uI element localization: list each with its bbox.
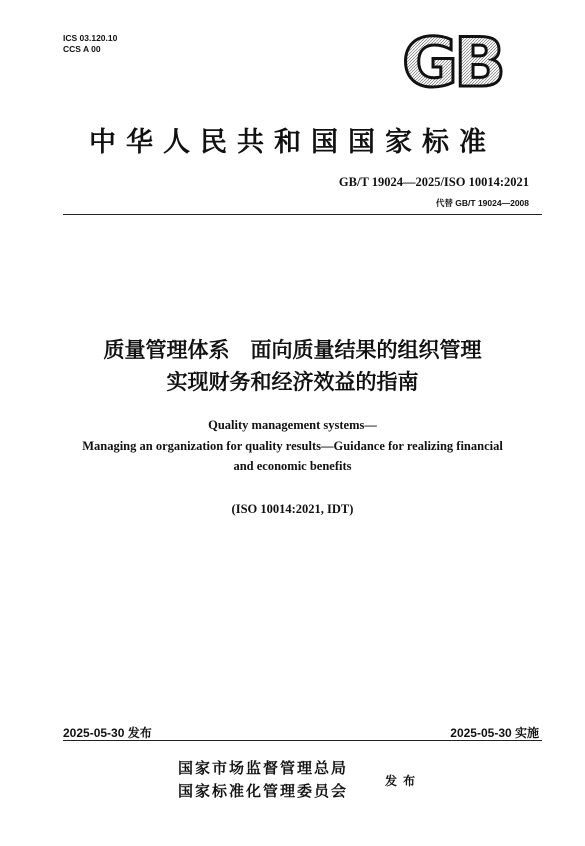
- gb-logo-text: GB: [402, 30, 502, 94]
- adoption-note: (ISO 10014:2021, IDT): [231, 502, 354, 516]
- standard-name: 中华人民共和国国家标准: [89, 127, 496, 158]
- publish-label: 发布: [385, 774, 422, 788]
- title-en-line3: and economic benefits: [233, 459, 352, 473]
- issue-date: 2025-05-30 发布: [63, 726, 152, 740]
- title-en-line1: Quality management systems—: [208, 418, 377, 432]
- title-cn-line2: 实现财务和经济效益的指南: [166, 370, 419, 394]
- effective-date: 2025-05-30 实施: [450, 726, 539, 740]
- title-cn-line1: 质量管理体系 面向质量结果的组织管理: [103, 338, 482, 362]
- ics-code: ICS 03.120.10: [63, 33, 118, 43]
- gb-logo-icon: [394, 30, 510, 94]
- title-en-line2: Managing an organization for quality results—Guidance for realizing financial: [82, 439, 503, 453]
- footer-divider: [63, 740, 542, 741]
- ccs-code: CCS A 00: [63, 43, 101, 54]
- replaces-note: 代替 GB/T 19024—2008: [435, 198, 529, 208]
- issuer-line2: 国家标准化管理委员会: [178, 782, 349, 800]
- issuer-line1: 国家市场监督管理总局: [178, 759, 349, 777]
- header-divider: [63, 214, 542, 215]
- classification-codes: [63, 33, 117, 54]
- standard-number: GB/T 19024—2025/ISO 10014:2021: [338, 175, 529, 189]
